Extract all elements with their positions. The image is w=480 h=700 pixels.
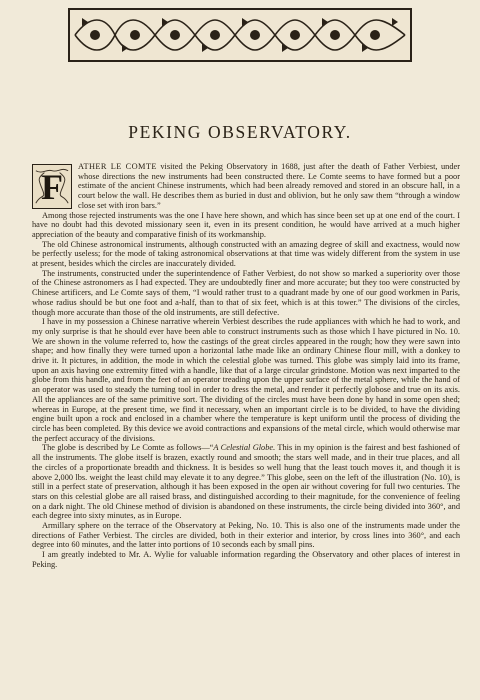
ornamental-header-banner bbox=[68, 8, 412, 62]
paragraph-text: This in my opinion is the fairest and best fashioned of all the instruments. The globe itself is brazen, exactly round and smooth; the stars well made, and in their true places, and all the circles of a proportionate breadth and thickness. It is besides so well hung that the least touch moves it, and though it is above 2,000 lbs. weight the least child may elevate it to any degree.” This globe, seen on the left of the illustration (No. 10), is still in a perfect state of preservation, although it has been exposed in the open air without covering for full two centuries. The stars on this celestial globe are all raised brass, and distinguished according to their magnitude, for the convenience of feeling on a dark night. The old Chinese method of division is abandoned on these instruments, the circle being divided into 360°, and each degree into sixty minutes, as in Europe. bbox=[32, 443, 460, 521]
paragraph: The instruments, constructed under the superintendence of Father Verbiest, do not show so marked a superiority over those of the Chinese astronomers as I had expected. They are undoubtedly finer and more accurate; but they too were constructed by Chinese artificers, and Le Comte says of them, “I would rather trust to a quadrant made by one of our good workmen in Paris, whose radius should be but one foot and a-half, than to that of six feet, which is at this tower.” The divisions of the circles, though more accurate than those of the old instruments, are still defective. bbox=[32, 268, 460, 317]
paragraph-text: visited the Peking Observatory in 1688, just after the death of Father Verbiest, under whose directions the new instruments had been constructed there. Le Comte seems to have formed but a poor estimate of the ancient Chinese instruments, which had been already removed and stored in an obscure hall, in a court below the wall. He describes them as buried in dust and oblivion, but he only saw them “through a window close set with iron bars.” bbox=[78, 162, 461, 210]
italic-heading: A Celestial Globe. bbox=[213, 443, 276, 453]
page-title: PEKING OBSERVATORY. bbox=[128, 122, 352, 142]
paragraph bbox=[32, 162, 460, 211]
drop-cap-letter: F bbox=[41, 167, 63, 207]
paragraph: I am greatly indebted to Mr. A. Wylie for valuable information regarding the Observatory and other places of interest in Peking. bbox=[32, 550, 460, 569]
drop-cap bbox=[32, 164, 72, 209]
article-body bbox=[32, 162, 460, 570]
paragraph: The old Chinese astronomical instruments, although constructed with an amazing degree of skill and exactness, would now be perfectly useless; for the mode of taking astronomical observations at that time was widely different from the system in use at present, besides which the circles are inaccurately divided. bbox=[32, 239, 460, 269]
lead-in-text: ATHER LE COMTE bbox=[78, 162, 157, 171]
paragraph: I have in my possession a Chinese narrative wherein Verbiest describes the rude appliances with which he had to work, and my only surprise is that he should ever have been able to construct instruments such as those which I have pictured in No. 10. We are shown in the volume referred to, how the castings of the great circles appeared in the rough; how they were sawn into shape; and how finally they were turned upon a horizontal lathe made like an ordinary Chinese flour mill, with a donkey to drive it. It pictures, in addition, the mode in which the celestial globe was turned. This globe was simply laid into its frame, upon an axis having one extremity fitted with a handle, like that of a large circular grindstone. Motion was next imparted to the globe from this handle, and from the feet of an operator treading upon the upper surface of the metal sphere, while the hand of an operator was used to steady the turning tool in order to dress the metal, and render it perfectly globose and true on its axis. All the appliances are of the same primitive sort. The dividing of the circles must have been done by hand in some open shed; whereas in Europe, at the present time, we find it necessary, when an important circle is to be divided, to have the dividing engine built upon a rock and enclosed in a chamber where the temperature is kept uniform until the process of dividing the circle has been completed. By this device we avoid contractions and expansions of the metal circle, which would otherwise mar the perfect accuracy of the divisions. bbox=[32, 317, 460, 443]
paragraph: Armillary sphere on the terrace of the Observatory at Peking, No. 10. This is also one of the instruments made under the directions of Father Verbiest. The circles are divided, both in their exterior and interior, by cross lines into 360°, and each degree into 60 minutes, and the latter into portions of 10 seconds each by small pins. bbox=[32, 521, 460, 550]
scroll-ornament-icon bbox=[70, 10, 410, 60]
paragraph: Among those rejected instruments was the one I have here shown, and which has since been set up at one end of the court. I have no doubt had this devoted missionary seen it, even in its present condition, he would have arrived at a much higher appreciation of the beauty and comparative finish of its workmanship. bbox=[32, 210, 460, 239]
paragraph-text: The globe is described by Le Comte as follows—“ bbox=[42, 443, 214, 453]
paragraph bbox=[32, 443, 460, 521]
